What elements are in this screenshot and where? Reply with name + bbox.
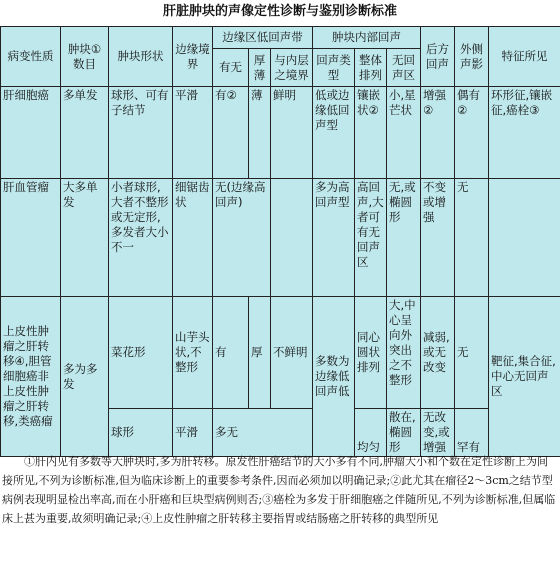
cell-hem-count: 大多单发 [61,179,109,297]
header-halo-inner: 与内层之境界 [271,49,313,87]
cell-hem-halo-have: 无(边缘高回声) [213,179,271,297]
cell-hem-internal-arrange: 高回声,大者可有无回声区 [355,179,387,297]
header-nature: 病变性质 [1,27,61,87]
cell-hem-nature: 肝血管瘤 [1,179,61,297]
cell-hcc-halo-thickness: 薄 [249,87,271,179]
footnote: ①肝内见有多数等大肿块时,多为肝转移。原发性肝癌结节的大小多有不同,肿瘤大小和个数在定性诊断上为间接所见,不列为诊断标准,但为临床诊断上的重要参考条件,因而必须加以明确记录;②此尤其在瘤径2～3cm之结节型病例表现明显检出率高,而在小肝癌和巨块型病例则否;③癌栓为多发于肝细胞癌之伴随所见,不列为诊断标准,但属临床上甚为重要,故须明确记录;④上皮性肿瘤之肝转移主要指胃或结肠癌之肝转移的典型所见 [2,455,556,525]
cell-hcc-internal-arrange: 镶嵌状② [355,87,387,179]
cell-hcc-halo-have: 有② [213,87,249,179]
cell-meta-border-b: 平滑 [173,409,213,457]
cell-meta-halo-have: 有 [213,297,249,409]
diagnosis-table [0,26,560,457]
cell-hcc-features: 环形征,镶嵌征,癌栓③ [489,87,560,179]
cell-hem-border: 细锯齿状 [173,179,213,297]
header-internal-nonecho: 无回声区 [387,49,421,87]
cell-hcc-halo-inner: 鲜明 [271,87,313,179]
cell-meta-halo-thickness: 厚 [249,297,271,409]
table-title: 肝脏肿块的声像定性诊断与鉴别诊断标准 [162,4,397,19]
header-halo-have: 有无 [213,49,249,87]
header-lateral: 外侧声影 [455,27,489,87]
cell-meta-features: 靶征,集合征,中心无回声区 [489,297,560,457]
cell-meta-internal-nonecho-b: 散在,椭圆形 [387,409,421,457]
cell-meta-border-a: 山芋头状,不整形 [173,297,213,409]
header-internal-arrange: 整体排列 [355,49,387,87]
header-count: 肿块①数目 [61,27,109,87]
cell-meta-internal-arrange-b: 均匀 [355,409,387,457]
cell-hem-features [489,179,560,297]
cell-meta-internal-nonecho-a: 大,中心呈向外突出之不整形 [387,297,421,409]
cell-hcc-internal-type: 低或边缘低回声型 [313,87,355,179]
cell-hcc-posterior: 增强② [421,87,455,179]
cell-hcc-internal-nonecho: 小,星芒状 [387,87,421,179]
cell-meta-halo-have-b: 多无 [213,409,313,457]
header-halo-group: 边缘区低回声带 [213,27,313,49]
cell-meta-nature: 上皮性肿瘤之肝转移④,胆管细胞癌非上皮性肿瘤之肝转移,类癌瘤 [1,297,61,457]
header-internal-type: 回声类型 [313,49,355,87]
header-posterior: 后方回声 [421,27,455,87]
cell-meta-shape-b: 球形 [109,409,173,457]
cell-hem-shape: 小者球形,大者不整形或无定形,多发者大小不一 [109,179,173,297]
cell-hem-internal-type: 多为高回声型 [313,179,355,297]
cell-hem-halo-inner [271,179,313,297]
cell-hem-posterior: 不变或增强 [421,179,455,297]
cell-meta-count: 多为多发 [61,297,109,457]
header-features: 特征所见 [489,27,560,87]
cell-hcc-shape: 球形、可有子结节 [109,87,173,179]
cell-hem-internal-nonecho: 无,或椭圆形 [387,179,421,297]
header-shape: 肿块形状 [109,27,173,87]
cell-hcc-nature: 肝细胞癌 [1,87,61,179]
header-halo-thickness: 厚薄 [249,49,271,87]
cell-meta-posterior-a: 减弱,或无改变 [421,297,455,409]
cell-meta-posterior-b: 无改变,或增强 [421,409,455,457]
header-border: 边缘境界 [173,27,213,87]
cell-hcc-count: 多单发 [61,87,109,179]
cell-meta-halo-inner: 不鲜明 [271,297,313,409]
cell-meta-shape-a: 菜花形 [109,297,173,409]
cell-hem-lateral: 无 [455,179,489,297]
cell-hcc-border: 平滑 [173,87,213,179]
cell-meta-lateral-b: 罕有 [455,409,489,457]
cell-meta-lateral: 无 [455,297,489,409]
cell-meta-internal-arrange-a: 同心圆状排列 [355,297,387,409]
header-internal-group: 肿块内部回声 [313,27,421,49]
cell-hcc-lateral: 偶有② [455,87,489,179]
cell-meta-internal-type: 多数为边缘低回声低 [313,297,355,457]
